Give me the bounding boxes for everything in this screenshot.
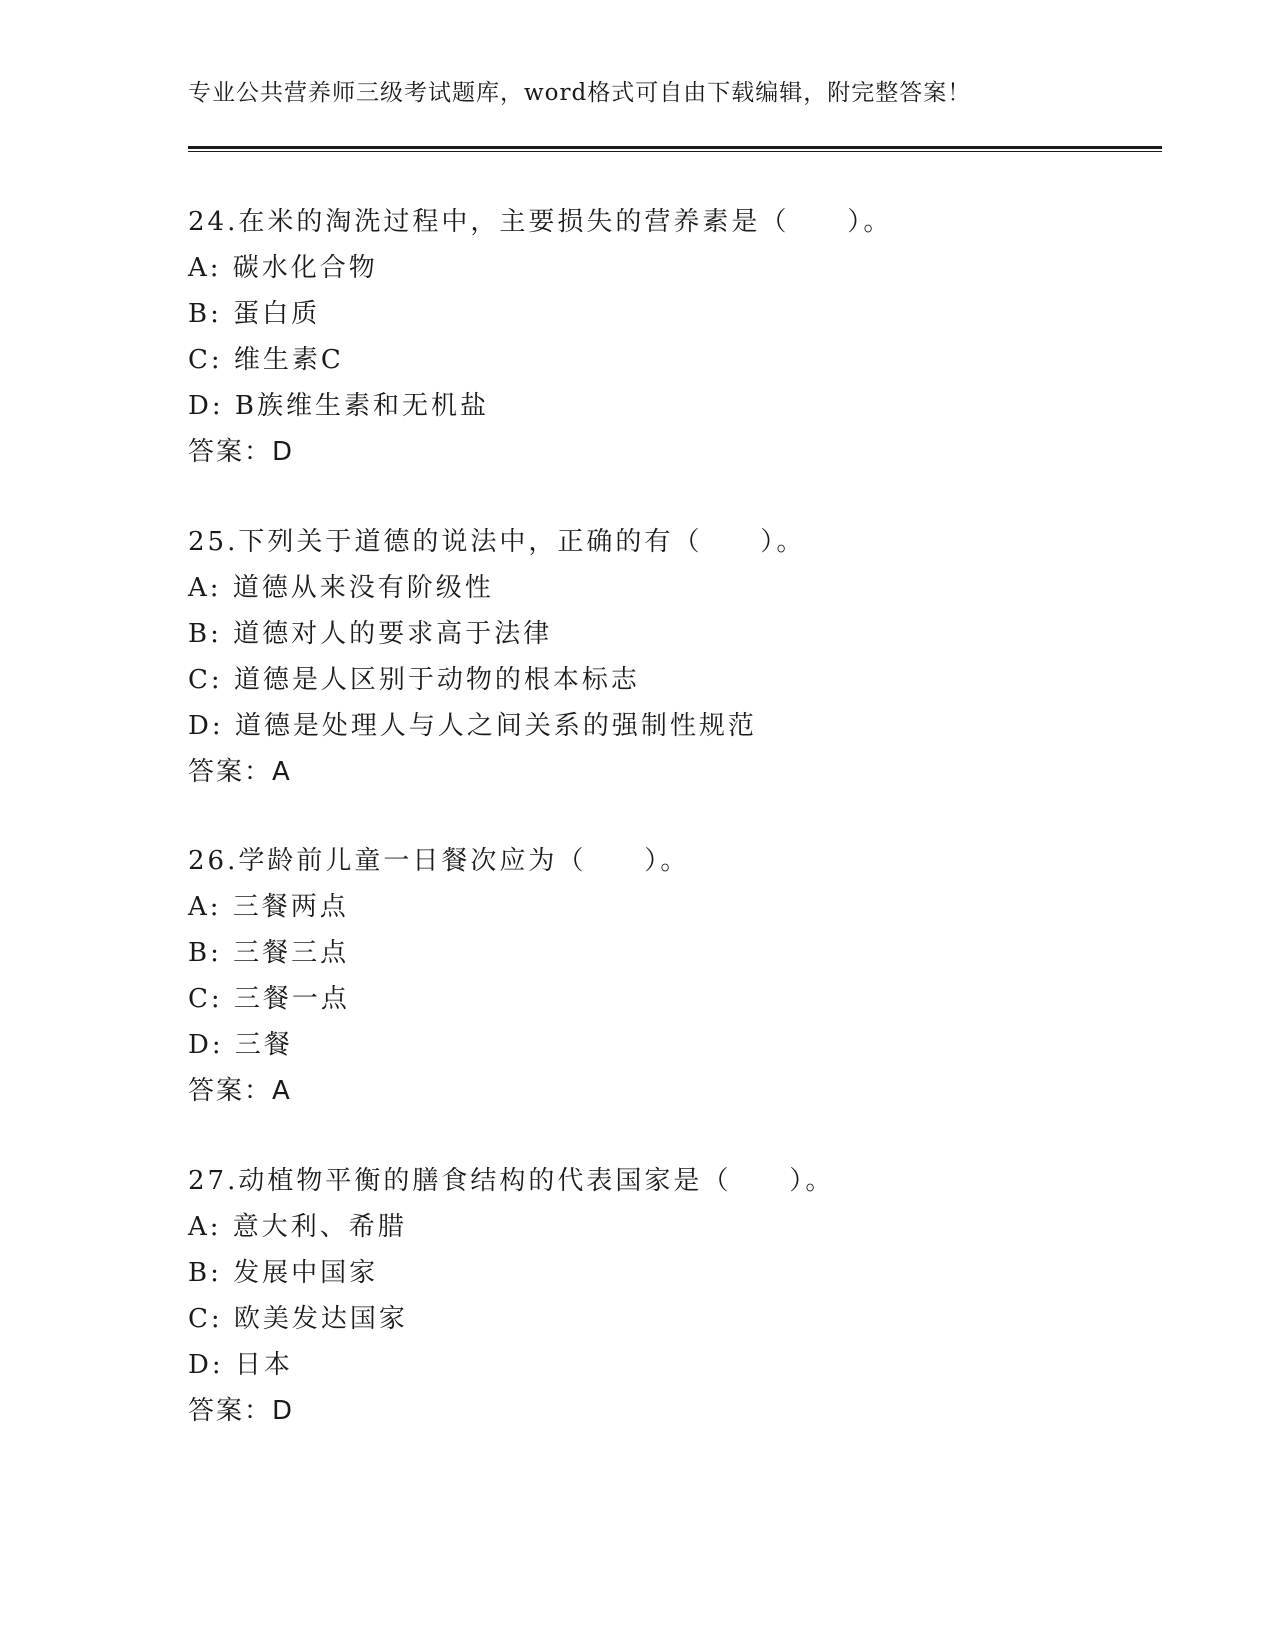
header-divider bbox=[188, 146, 1162, 152]
question-26 bbox=[188, 838, 1162, 1114]
option-d: D: B族维生素和无机盐 bbox=[188, 391, 489, 421]
option-d: D: 道德是处理人与人之间关系的强制性规范 bbox=[188, 711, 757, 741]
answer: 答案：D bbox=[188, 1396, 295, 1426]
question-stem: 26.学龄前儿童一日餐次应为（ ）。 bbox=[188, 846, 690, 876]
answer: 答案：D bbox=[188, 437, 295, 467]
option-a: A: 意大利、希腊 bbox=[188, 1212, 407, 1242]
option-c: C: 道德是人区别于动物的根本标志 bbox=[188, 665, 640, 695]
answer: 答案：A bbox=[188, 757, 292, 787]
option-c: C: 维生素C bbox=[188, 345, 344, 375]
question-27 bbox=[188, 1158, 1162, 1434]
option-c: C: 欧美发达国家 bbox=[188, 1304, 408, 1334]
option-d: D: 三餐 bbox=[188, 1030, 293, 1060]
option-a: A: 三餐两点 bbox=[188, 892, 349, 922]
question-stem: 24.在米的淘洗过程中，主要损失的营养素是（ ）。 bbox=[188, 207, 893, 237]
option-b: B: 蛋白质 bbox=[188, 299, 321, 329]
question-stem: 27.动植物平衡的膳食结构的代表国家是（ ）。 bbox=[188, 1166, 835, 1196]
option-b: B: 道德对人的要求高于法律 bbox=[188, 619, 553, 649]
question-stem: 25.下列关于道德的说法中，正确的有（ ）。 bbox=[188, 527, 806, 557]
option-b: B: 发展中国家 bbox=[188, 1258, 379, 1288]
option-d: D: 日本 bbox=[188, 1350, 293, 1380]
answer: 答案：A bbox=[188, 1076, 292, 1106]
page-header: 专业公共营养师三级考试题库，word格式可自由下载编辑，附完整答案！ bbox=[188, 80, 972, 106]
option-c: C: 三餐一点 bbox=[188, 984, 350, 1014]
option-a: A: 碳水化合物 bbox=[188, 253, 378, 283]
option-a: A: 道德从来没有阶级性 bbox=[188, 573, 494, 603]
question-24 bbox=[188, 199, 1162, 475]
question-25 bbox=[188, 519, 1162, 795]
option-b: B: 三餐三点 bbox=[188, 938, 350, 968]
